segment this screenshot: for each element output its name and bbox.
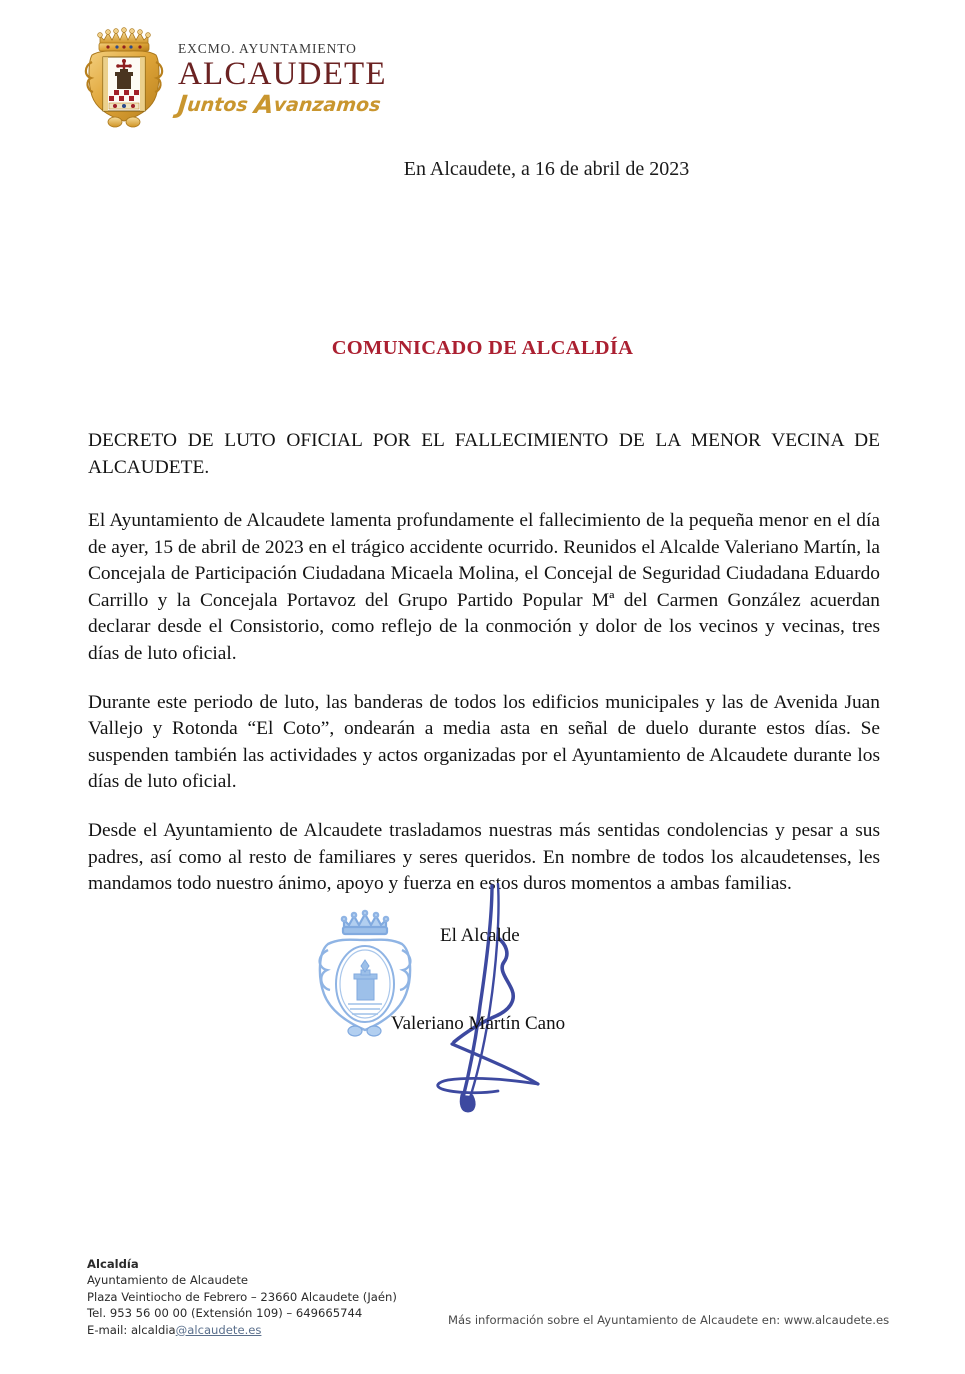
- paragraph-2: Durante este periodo de luto, las banderas de todos los edificios municipales y las de Avenida Juan Vallejo y Rotonda “El Coto”, ondearán a media asta en señal de duelo durante estos días. Se suspenden también las actividades y actos organizadas por el Ayuntamiento de Alcaudete durante los días de luto oficial.: [88, 691, 880, 793]
- handwritten-signature-icon: [420, 880, 620, 1115]
- slogan-vanzamos: vanzamos: [272, 94, 382, 117]
- letterhead-org-prefix: EXCMO. AYUNTAMIENTO: [178, 41, 357, 56]
- footer-more-info: Más información sobre el Ayuntamiento de Alcaudete en: www.alcaudete.es: [448, 1313, 890, 1327]
- footer-email-row: [87, 1322, 397, 1338]
- slogan-cap-j: J: [176, 90, 189, 120]
- footer-email-label: E-mail: alcaldia: [87, 1322, 176, 1337]
- footer-phone: Tel. 953 56 00 00 (Extensión 109) – 649665744: [87, 1306, 363, 1321]
- signature-role: El Alcalde: [440, 925, 520, 946]
- letterhead-org-name: ALCAUDETE: [178, 55, 387, 92]
- footer-address: Plaza Veintiocho de Febrero – 23660 Alcaudete (Jaén): [87, 1289, 397, 1304]
- footer-department: Alcaldía: [87, 1257, 139, 1271]
- signature-area: [0, 880, 965, 1130]
- date-line: En Alcaudete, a 16 de abril de 2023: [403, 158, 690, 180]
- letterhead: [78, 22, 387, 130]
- coat-of-arms-icon: [78, 22, 170, 130]
- letterhead-slogan: [176, 90, 388, 120]
- footer-email-link[interactable]: @alcaudete.es: [175, 1322, 262, 1337]
- footer-contact-block: [87, 1256, 397, 1338]
- paragraph-1: El Ayuntamiento de Alcaudete lamenta profundamente el fallecimiento de la pequeña menor en el día de ayer, 15 de abril de 2023 en el trágico accidente ocurrido. Reunidos el Alcalde Valeriano Martín, la Concejala de Participación Ciudadana Micaela Molina, el Concejal de Seguridad Ciudadana Eduardo Carrillo y la Concejala Portavoz del Grupo Partido Popular Mª del Carmen González acuerdan declarar desde el Consistorio, como reflejo de la conmoción y dolor de los vecinos y vecinas, tres días de luto oficial.: [88, 510, 880, 665]
- footer-entity: Ayuntamiento de Alcaudete: [87, 1273, 248, 1288]
- paragraph-3: Desde el Ayuntamiento de Alcaudete trasladamos nuestras más sentidas condolencias y pesar a sus padres, así como al resto de familiares y seres queridos. En nombre de todos los alcaudetenses, les mandamos todo nuestro ánimo, apoyo y fuerza en estos duros momentos a ambas familias.: [88, 819, 880, 895]
- subject-line: DECRETO DE LUTO OFICIAL POR EL FALLECIMIENTO DE LA MENOR VECINA DE ALCAUDETE.: [88, 430, 880, 478]
- slogan-cap-a: A: [252, 90, 276, 120]
- document-body: [88, 428, 880, 920]
- slogan-untos: untos: [186, 94, 256, 117]
- signature-name: Valeriano Martín Cano: [391, 1013, 566, 1034]
- letterhead-text: [176, 22, 387, 120]
- document-title: COMUNICADO DE ALCALDÍA: [331, 337, 634, 359]
